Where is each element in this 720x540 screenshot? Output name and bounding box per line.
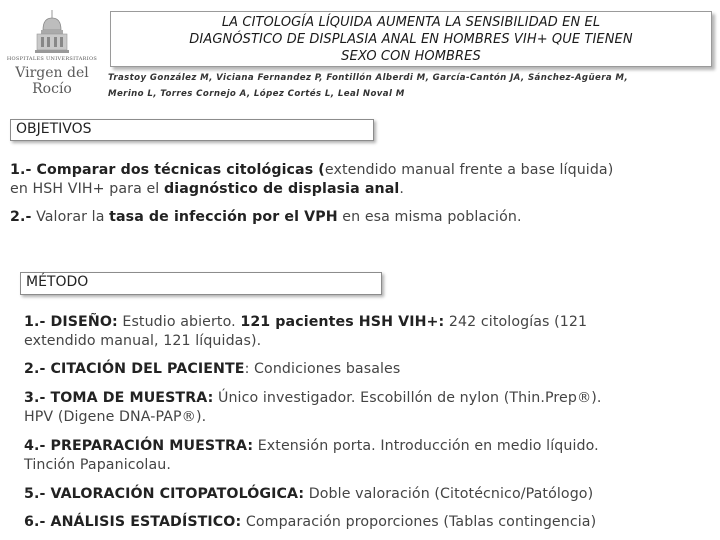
metodo-item-2: 2.- CITACIÓN DEL PACIENTE: Condiciones basales — [24, 361, 401, 377]
hospital-logo — [4, 8, 100, 97]
authors: Trastoy González M, Viciana Fernandez P, Fontillón Alberdi M, García-Cantón JA, Sánchez-Agüera M, Merino L, Torres Cornejo A, López Cortés L, Leal Noval M — [108, 73, 629, 99]
metodo-item-1: 1.- DISEÑO: Estudio abierto. 121 pacientes HSH VIH+: 242 citologías (121 extendido manual, 121 líquidas). — [24, 314, 588, 349]
metodo-item-6: 6.- ANÁLISIS ESTADÍSTICO: Comparación proporciones (Tablas contingencia) — [24, 514, 597, 530]
metodo-heading: MÉTODO — [20, 272, 382, 295]
logo-caption: HOSPITALES UNIVERSITARIOS — [6, 56, 98, 62]
metodo-item-5: 5.- VALORACIÓN CITOPATOLÓGICA: Doble valoración (Citotécnico/Patólogo) — [24, 486, 594, 502]
objetivo-item-1: 1.- Comparar dos técnicas citológicas (extendido manual frente a base líquida) en HSH VIH+ para el diagnóstico de displasia anal. — [10, 162, 614, 197]
metodo-item-4: 4.- PREPARACIÓN MUESTRA: Extensión porta. Introducción en medio líquido. Tinción Papanicolau. — [24, 438, 599, 473]
title-box — [110, 11, 712, 67]
objetivos-heading: OBJETIVOS — [10, 119, 374, 141]
page-title: LA CITOLOGÍA LÍQUIDA AUMENTA LA SENSIBILIDAD EN EL DIAGNÓSTICO DE DISPLASIA ANAL EN HOMBRES VIH+ QUE TIENEN SEXO CON HOMBRES — [189, 15, 633, 64]
objetivo-item-2: 2.- Valorar la tasa de infección por el VPH en esa misma población. — [10, 209, 522, 225]
logo-name: Virgen del Rocío — [15, 65, 89, 97]
building-dome-icon — [32, 8, 72, 54]
metodo-item-3: 3.- TOMA DE MUESTRA: Único investigador. Escobillón de nylon (Thin.Prep®). HPV (Digene DNA-PAP®). — [24, 390, 602, 425]
